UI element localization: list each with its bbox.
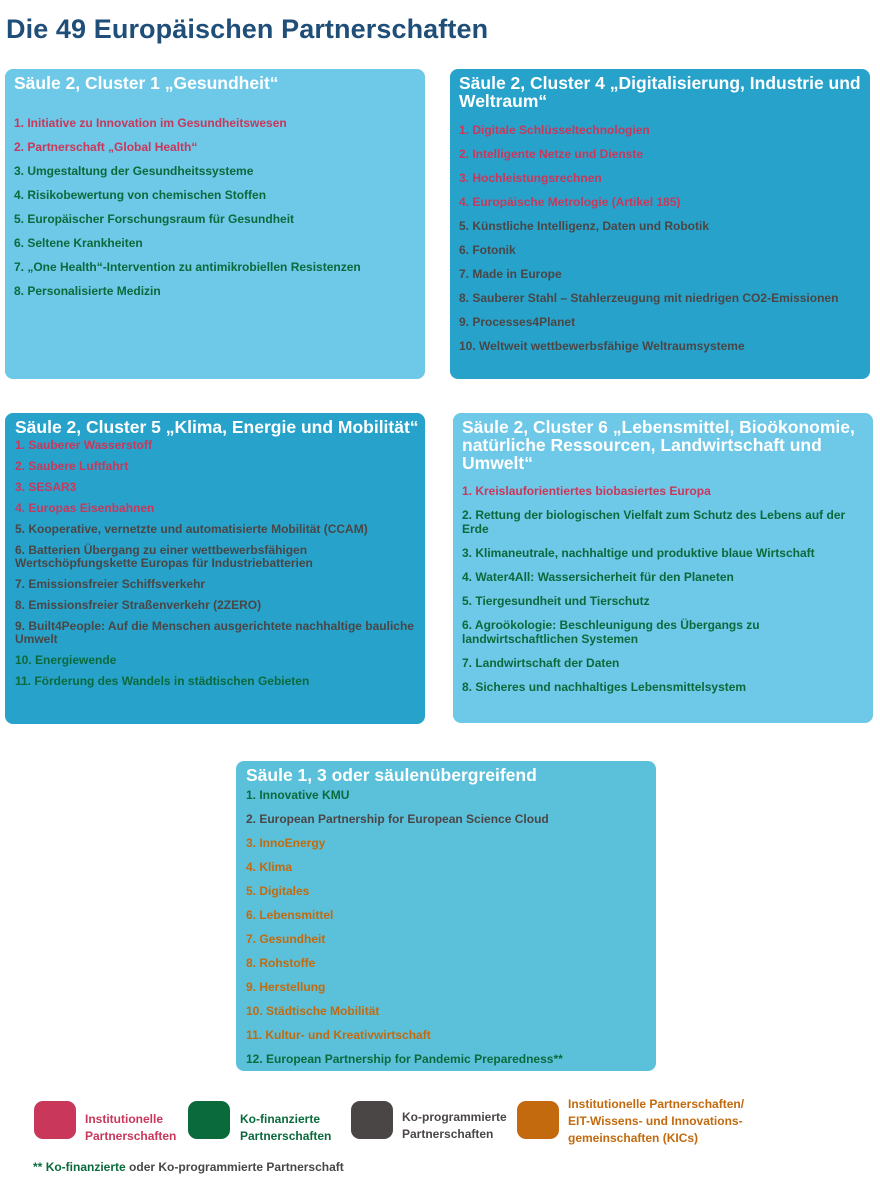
cluster-5-title: Säule 2, Cluster 5 „Klima, Energie und Mobilität“ xyxy=(15,417,419,437)
partnership-item: 4. Europas Eisenbahnen xyxy=(15,501,155,515)
partnership-item: 7. Gesundheit xyxy=(246,932,326,946)
partnership-item: 6. Agroökologie: Beschleunigung des Übergangs zu landwirtschaftlichen Systemen xyxy=(462,618,760,646)
partnership-item: 4. Risikobewertung von chemischen Stoffen xyxy=(14,188,267,202)
page-title: Die 49 Europäischen Partnerschaften xyxy=(6,14,489,44)
partnership-item: 2. Partnerschaft „Global Health“ xyxy=(14,140,198,154)
partnership-item: 3. SESAR3 xyxy=(15,480,77,494)
partnership-item: 6. Seltene Krankheiten xyxy=(14,236,143,250)
partnership-item: 2. Saubere Luftfahrt xyxy=(15,459,129,473)
partnership-item: 2. European Partnership for European Science Cloud xyxy=(246,812,549,826)
partnership-item: 7. Made in Europe xyxy=(459,267,562,281)
cluster-4-title: Säule 2, Cluster 4 „Digitalisierung, Industrie und Weltraum“ xyxy=(459,73,861,111)
partnership-item: 5. Europäischer Forschungsraum für Gesundheit xyxy=(14,212,295,226)
cluster-1-title: Säule 2, Cluster 1 „Gesundheit“ xyxy=(14,73,279,93)
partnership-item: 8. Emissionsfreier Straßenverkehr (2ZERO) xyxy=(15,598,262,612)
legend-swatch-eit xyxy=(517,1101,559,1139)
partnership-item: 1. Kreislauforientiertes biobasiertes Europa xyxy=(462,484,711,498)
partnership-item: 7. Landwirtschaft der Daten xyxy=(462,656,620,670)
cluster-5-box xyxy=(5,413,425,724)
partnership-item: 9. Processes4Planet xyxy=(459,315,576,329)
partnership-item: 4. Europäische Metrologie (Artikel 185) xyxy=(459,195,681,209)
partnership-item: 5. Tiergesundheit und Tierschutz xyxy=(462,594,650,608)
legend-label-kofinanziert: Ko-finanzierte Partnerschaften xyxy=(240,1112,332,1143)
partnership-item: 9. Herstellung xyxy=(246,980,326,994)
legend-swatch-koprogrammiert xyxy=(351,1101,393,1139)
cluster-1-box xyxy=(5,69,425,379)
cluster-4-list xyxy=(459,123,864,353)
footnote-prefix: ** xyxy=(33,1160,46,1174)
partnership-item: 3. Hochleistungsrechnen xyxy=(459,171,602,185)
partnership-item: 9. Built4People: Auf die Menschen ausgerichtete nachhaltige bauliche Umwelt xyxy=(15,619,414,646)
cluster-4-box xyxy=(450,69,870,379)
partnership-item: 3. InnoEnergy xyxy=(246,836,326,850)
legend-label-institutionell: Institutionelle Partnerschaften xyxy=(85,1112,177,1143)
cluster-1-list xyxy=(14,116,419,298)
footnote xyxy=(33,1160,344,1174)
legend-swatch-institutionell xyxy=(34,1101,76,1139)
partnership-item: 1. Sauberer Wasserstoff xyxy=(15,438,152,452)
partnership-item: 1. Initiative zu Innovation im Gesundheitswesen xyxy=(14,116,287,130)
cluster-6-title: Säule 2, Cluster 6 „Lebensmittel, Bioökonomie, natürliche Ressourcen, Landwirtschaft und Umwelt“ xyxy=(462,417,855,473)
cluster-6-box xyxy=(453,413,873,723)
partnership-item: 2. Rettung der biologischen Vielfalt zum Schutz des Lebens auf der Erde xyxy=(462,508,846,536)
partnership-item: 4. Water4All: Wassersicherheit für den Planeten xyxy=(462,570,734,584)
partnership-item: 3. Klimaneutrale, nachhaltige und produktive blaue Wirtschaft xyxy=(462,546,815,560)
pillar-1-3-box xyxy=(236,761,656,1071)
partnership-item: 12. European Partnership for Pandemic Preparedness** xyxy=(246,1052,563,1066)
partnership-item: 4. Klima xyxy=(246,860,293,874)
partnership-item: 1. Innovative KMU xyxy=(246,788,350,802)
partnership-item: 7. „One Health“-Intervention zu antimikrobiellen Resistenzen xyxy=(14,260,361,274)
partnership-item: 5. Digitales xyxy=(246,884,310,898)
footnote-oder: oder xyxy=(129,1160,159,1174)
partnership-item: 10. Weltweit wettbewerbsfähige Weltraumsysteme xyxy=(459,339,745,353)
legend-label-eit: Institutionelle Partnerschaften/ EIT-Wissens- und Innovations-gemeinschaften (KICs) xyxy=(568,1097,745,1145)
partnership-item: 6. Fotonik xyxy=(459,243,516,257)
partnership-item: 6. Batterien Übergang zu einer wettbewerbsfähigen Wertschöpfungskette Europas für Industriebatterien xyxy=(15,543,313,570)
footnote-kofinanziert: Ko-finanzierte xyxy=(45,1160,130,1174)
partnership-item: 10. Energiewende xyxy=(15,653,117,667)
partnership-item: 11. Kultur- und Kreativwirtschaft xyxy=(246,1028,431,1042)
legend-label-koprogrammiert: Ko-programmierte Partnerschaften xyxy=(402,1110,507,1141)
pillar-1-3-list xyxy=(246,788,650,1066)
partnership-item: 8. Sauberer Stahl – Stahlerzeugung mit niedrigen CO2-Emissionen xyxy=(459,291,839,305)
partnership-item: 7. Emissionsfreier Schiffsverkehr xyxy=(15,577,206,591)
partnership-item: 5. Kooperative, vernetzte und automatisierte Mobilität (CCAM) xyxy=(15,522,368,536)
partnership-item: 1. Digitale Schlüsseltechnologien xyxy=(459,123,650,137)
legend-swatch-kofinanziert xyxy=(188,1101,230,1139)
partnership-item: 10. Städtische Mobilität xyxy=(246,1004,380,1018)
partnership-item: 6. Lebensmittel xyxy=(246,908,334,922)
partnership-item: 3. Umgestaltung der Gesundheitssysteme xyxy=(14,164,254,178)
partnership-item: 5. Künstliche Intelligenz, Daten und Robotik xyxy=(459,219,710,233)
cluster-6-list xyxy=(462,484,870,694)
cluster-5-list xyxy=(15,439,423,688)
partnership-item: 8. Sicheres und nachhaltiges Lebensmittelsystem xyxy=(462,680,747,694)
partnership-item: 8. Rohstoffe xyxy=(246,956,316,970)
partnership-item: 2. Intelligente Netze und Dienste xyxy=(459,147,644,161)
partnership-item: 11. Förderung des Wandels in städtischen Gebieten xyxy=(15,674,310,688)
footnote-koprogrammiert: Ko-programmierte Partnerschaft xyxy=(158,1160,344,1174)
pillar-1-3-title: Säule 1, 3 oder säulenübergreifend xyxy=(246,765,537,785)
partnership-item: 8. Personalisierte Medizin xyxy=(14,284,161,298)
